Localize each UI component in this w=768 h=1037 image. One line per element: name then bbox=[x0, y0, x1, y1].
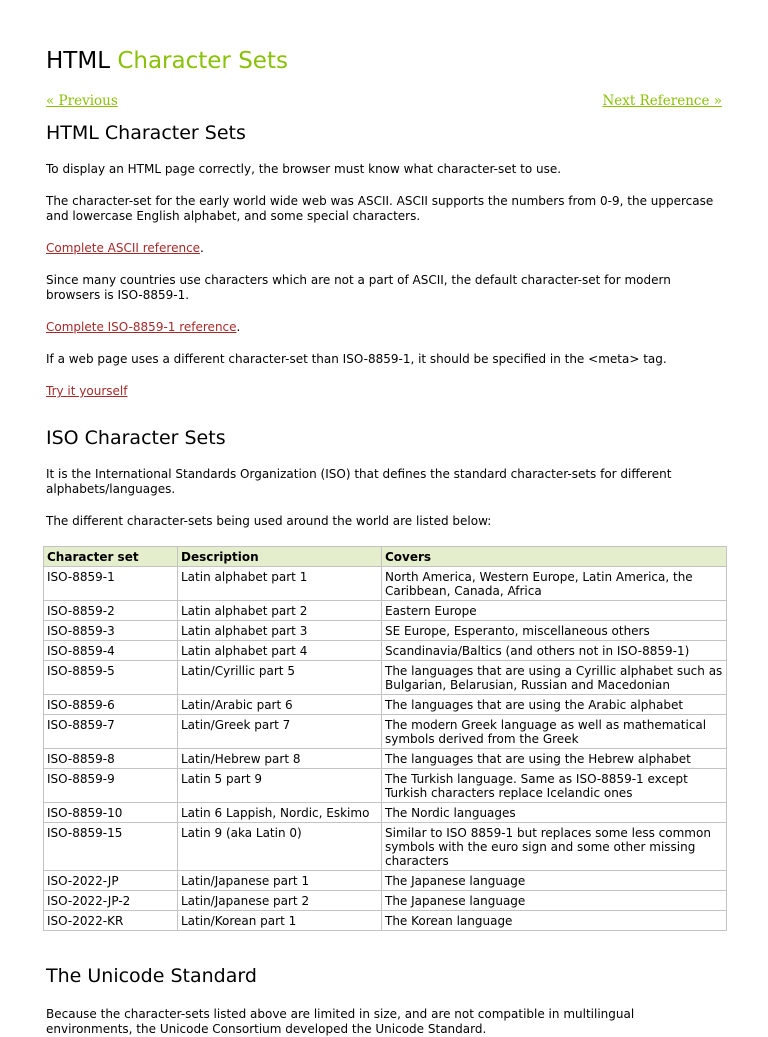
table-cell: ISO-8859-1 bbox=[44, 567, 178, 601]
table-row bbox=[44, 601, 727, 621]
table-row bbox=[44, 911, 727, 931]
paragraph-unicode: Because the character-sets listed above are limited in size, and are not compatible in multilingual environments, the Unicode Consortium developed the Unicode Standard. bbox=[46, 1007, 635, 1036]
column-header: Description bbox=[178, 547, 382, 567]
table-cell: SE Europe, Esperanto, miscellaneous others bbox=[382, 621, 727, 641]
table-row bbox=[44, 891, 727, 911]
table-cell: ISO-8859-9 bbox=[44, 769, 178, 803]
table-row bbox=[44, 715, 727, 749]
column-header: Covers bbox=[382, 547, 727, 567]
paragraph-table-intro: The different character-sets being used around the world are listed below: bbox=[46, 514, 492, 528]
table-cell: The modern Greek language as well as mathematical symbols derived from the Greek bbox=[382, 715, 727, 749]
table-cell: The Japanese language bbox=[382, 871, 727, 891]
table-cell: Latin/Hebrew part 8 bbox=[178, 749, 382, 769]
try-it-yourself-link[interactable]: Try it yourself bbox=[46, 384, 128, 398]
table-cell: The languages that are using a Cyrillic alphabet such as Bulgarian, Belarusian, Russian and Macedonian bbox=[382, 661, 727, 695]
table-cell: ISO-2022-JP-2 bbox=[44, 891, 178, 911]
table-cell: Latin alphabet part 1 bbox=[178, 567, 382, 601]
ascii-reference-link[interactable]: Complete ASCII reference bbox=[46, 241, 201, 255]
table-cell: The Korean language bbox=[382, 911, 727, 931]
table-row bbox=[44, 769, 727, 803]
table-cell: ISO-2022-KR bbox=[44, 911, 178, 931]
table-row bbox=[44, 871, 727, 891]
period-text: . bbox=[236, 320, 241, 334]
table-cell: Latin 5 part 9 bbox=[178, 769, 382, 803]
table-row bbox=[44, 803, 727, 823]
paragraph-iso-default: Since many countries use characters which are not a part of ASCII, the default character-set for modern browsers is ISO-8859-1. bbox=[46, 273, 671, 302]
table-cell: Latin/Greek part 7 bbox=[178, 715, 382, 749]
page-navigation bbox=[46, 93, 722, 113]
table-cell: ISO-8859-2 bbox=[44, 601, 178, 621]
page-title-prefix: HTML bbox=[46, 48, 111, 74]
table-cell: Eastern Europe bbox=[382, 601, 727, 621]
table-cell: Latin/Cyrillic part 5 bbox=[178, 661, 382, 695]
table-cell: Latin 6 Lappish, Nordic, Eskimo bbox=[178, 803, 382, 823]
section-heading-iso-character-sets: ISO Character Sets bbox=[46, 427, 226, 449]
table-row bbox=[44, 661, 727, 695]
iso-8859-1-reference-link[interactable]: Complete ISO-8859-1 reference bbox=[46, 320, 237, 334]
paragraph-iso-reference bbox=[46, 320, 722, 335]
paragraph-intro: To display an HTML page correctly, the browser must know what character-set to use. bbox=[46, 162, 562, 176]
page-title bbox=[46, 47, 288, 75]
table-cell: Similar to ISO 8859-1 but replaces some less common symbols with the euro sign and some other missing characters bbox=[382, 823, 727, 871]
period-text: . bbox=[200, 241, 204, 255]
table-cell: ISO-2022-JP bbox=[44, 871, 178, 891]
page-title-accent: Character Sets bbox=[117, 48, 288, 74]
previous-link[interactable]: « Previous bbox=[46, 93, 118, 109]
table-cell: Latin/Japanese part 2 bbox=[178, 891, 382, 911]
table-cell: Latin alphabet part 4 bbox=[178, 641, 382, 661]
table-cell: Latin/Korean part 1 bbox=[178, 911, 382, 931]
table-body bbox=[44, 567, 727, 931]
table-cell: ISO-8859-15 bbox=[44, 823, 178, 871]
table-cell: ISO-8859-10 bbox=[44, 803, 178, 823]
table-cell: Latin/Arabic part 6 bbox=[178, 695, 382, 715]
table-cell: The languages that are using the Arabic alphabet bbox=[382, 695, 727, 715]
table-cell: ISO-8859-4 bbox=[44, 641, 178, 661]
table-row bbox=[44, 567, 727, 601]
paragraph-ascii-reference bbox=[46, 241, 722, 256]
table-row bbox=[44, 621, 727, 641]
section-heading-unicode-standard: The Unicode Standard bbox=[46, 965, 257, 987]
paragraph-iso-intro: It is the International Standards Organization (ISO) that defines the standard character-sets for different alphabets/languages. bbox=[46, 467, 672, 496]
table-row bbox=[44, 641, 727, 661]
table-row bbox=[44, 823, 727, 871]
table-cell: Latin 9 (aka Latin 0) bbox=[178, 823, 382, 871]
table-header-row bbox=[44, 547, 727, 567]
table-cell: The languages that are using the Hebrew alphabet bbox=[382, 749, 727, 769]
table-cell: Latin alphabet part 2 bbox=[178, 601, 382, 621]
paragraph-try-it bbox=[46, 384, 722, 399]
table-cell: ISO-8859-6 bbox=[44, 695, 178, 715]
table-cell: Latin alphabet part 3 bbox=[178, 621, 382, 641]
table-cell: ISO-8859-8 bbox=[44, 749, 178, 769]
table-cell: The Nordic languages bbox=[382, 803, 727, 823]
column-header: Character set bbox=[44, 547, 178, 567]
table-cell: The Japanese language bbox=[382, 891, 727, 911]
table-cell: North America, Western Europe, Latin America, the Caribbean, Canada, Africa bbox=[382, 567, 727, 601]
table-cell: ISO-8859-7 bbox=[44, 715, 178, 749]
table-cell: Latin/Japanese part 1 bbox=[178, 871, 382, 891]
paragraph-ascii: The character-set for the early world wide web was ASCII. ASCII supports the numbers from 0-9, the uppercase and lowercase English alphabet, and some special characters. bbox=[46, 194, 714, 223]
table-row bbox=[44, 695, 727, 715]
table-row bbox=[44, 749, 727, 769]
table-cell: ISO-8859-3 bbox=[44, 621, 178, 641]
table-cell: ISO-8859-5 bbox=[44, 661, 178, 695]
character-sets-table bbox=[43, 546, 727, 931]
table-cell: The Turkish language. Same as ISO-8859-1 except Turkish characters replace Icelandic ones bbox=[382, 769, 727, 803]
next-reference-link[interactable]: Next Reference » bbox=[602, 93, 722, 109]
paragraph-meta-tag: If a web page uses a different character-set than ISO-8859-1, it should be specified in the <meta> tag. bbox=[46, 352, 667, 366]
section-heading-html-character-sets: HTML Character Sets bbox=[46, 122, 246, 144]
table-cell: Scandinavia/Baltics (and others not in ISO-8859-1) bbox=[382, 641, 727, 661]
